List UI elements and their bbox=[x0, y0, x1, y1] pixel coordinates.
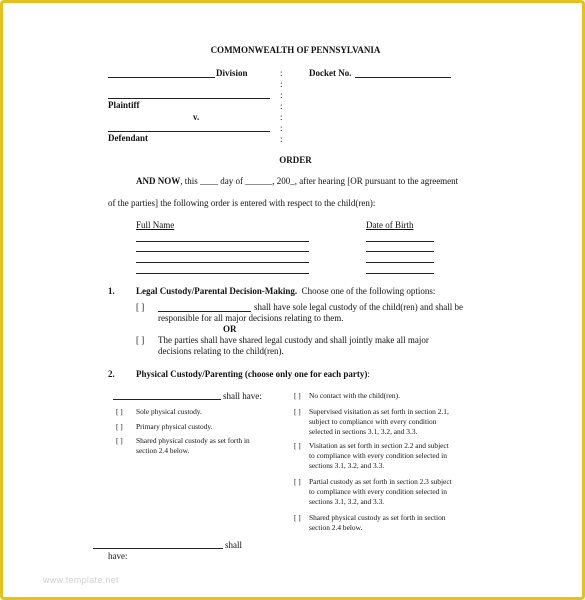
section2-bottom-have: have: bbox=[108, 551, 128, 561]
section1-option1-line2: responsible for all major decisions relating to them. bbox=[158, 313, 344, 323]
docket-blank-line[interactable] bbox=[355, 77, 451, 78]
left-option-text: section 2.4 below. bbox=[136, 446, 190, 455]
right-option-text: Partial custody as set forth in section 2.3 subject bbox=[309, 477, 452, 486]
section2-shall-have: shall have: bbox=[223, 391, 262, 401]
left-option-text: Shared physical custody as set forth in bbox=[136, 436, 250, 445]
left-option-text: Sole physical custody. bbox=[136, 407, 202, 416]
section2-heading-bold: Physical Custody/Parenting bbox=[136, 369, 243, 379]
caption-colon: : bbox=[280, 79, 283, 89]
right-option-checkbox[interactable]: [ ] bbox=[294, 407, 301, 416]
plaintiff-blank-line[interactable] bbox=[108, 98, 270, 99]
section1-or-label: OR bbox=[223, 324, 237, 334]
dob-header: Date of Birth bbox=[366, 220, 414, 230]
section1-option1-blank[interactable] bbox=[158, 311, 251, 312]
section2-heading-end: : bbox=[367, 369, 370, 379]
section2-bottom-shall: shall bbox=[225, 540, 242, 550]
child-dob-line[interactable] bbox=[366, 262, 434, 263]
child-dob-line[interactable] bbox=[366, 251, 434, 252]
court-title: COMMONWEALTH OF PENNSYLVANIA bbox=[210, 45, 381, 55]
section1-option1-line1: shall have sole legal custody of the child(ren) and shall be bbox=[254, 302, 463, 312]
section1-option2-checkbox[interactable]: [ ] bbox=[136, 335, 145, 345]
child-name-line[interactable] bbox=[136, 251, 309, 252]
caption-colon: : bbox=[280, 101, 283, 111]
order-text: , this ____ day of ______, 200_, after hearing [OR pursuant to the agreement bbox=[180, 176, 459, 186]
right-option-text: Visitation as set forth in section 2.2 and subject bbox=[309, 441, 449, 450]
full-name-header: Full Name bbox=[136, 220, 175, 230]
section1-heading-bold: Legal Custody/Parental Decision-Making. bbox=[136, 286, 298, 296]
caption-colon: : bbox=[280, 123, 283, 133]
child-name-line[interactable] bbox=[136, 262, 309, 263]
caption-colon: : bbox=[280, 90, 283, 100]
right-option-text: sections 3.1, 3.2, and 3.3. bbox=[309, 497, 385, 506]
section1-heading-rest: Choose one of the following options: bbox=[301, 286, 436, 296]
order-paragraph-line2: of the parties] the following order is entered with respect to the child(ren): bbox=[108, 198, 376, 208]
right-option-text: to compliance with every condition selected in bbox=[309, 451, 447, 460]
plaintiff-label: Plaintiff bbox=[108, 100, 140, 110]
order-lead: AND NOW bbox=[136, 176, 181, 186]
section2-heading-rest: (choose only one for each party) bbox=[244, 369, 368, 379]
caption-colon: : bbox=[280, 68, 283, 78]
right-option-text: Shared physical custody as set forth in section bbox=[309, 513, 446, 522]
child-name-line[interactable] bbox=[136, 241, 309, 242]
child-dob-line[interactable] bbox=[366, 241, 434, 242]
division-blank-line[interactable] bbox=[108, 77, 215, 78]
right-option-checkbox[interactable]: [ ] bbox=[294, 441, 301, 450]
left-option-checkbox[interactable]: [ ] bbox=[116, 436, 123, 445]
right-option-text: sections 3.1, 3.2, and 3.3. bbox=[309, 461, 385, 470]
division-label: Division bbox=[216, 68, 248, 78]
right-option-text: No contact with the child(ren). bbox=[309, 391, 400, 400]
right-option-text: section 2.4 below. bbox=[309, 523, 363, 532]
caption-colon: : bbox=[280, 112, 283, 122]
right-option-text: subject to compliance with every condition bbox=[309, 417, 437, 426]
left-option-checkbox[interactable]: [ ] bbox=[116, 407, 123, 416]
left-option-text: Primary physical custody. bbox=[136, 422, 213, 431]
right-option-text: to compliance with every condition selected in bbox=[309, 487, 447, 496]
section2-heading bbox=[136, 369, 370, 379]
section2-number: 2. bbox=[108, 369, 115, 379]
section1-number: 1. bbox=[108, 286, 115, 296]
section1-option2-line1: The parties shall have shared legal custody and shall jointly make all major bbox=[158, 335, 429, 345]
caption-colon: : bbox=[280, 134, 283, 144]
versus-label: v. bbox=[193, 112, 200, 122]
right-option-checkbox[interactable]: [ ] bbox=[294, 513, 301, 522]
section1-heading bbox=[136, 286, 435, 296]
defendant-label: Defendant bbox=[108, 133, 148, 143]
child-name-line[interactable] bbox=[136, 273, 309, 274]
section2-party-blank[interactable] bbox=[113, 399, 221, 400]
section1-option1-checkbox[interactable]: [ ] bbox=[136, 302, 145, 312]
right-option-text: selected in sections 3.1, 3.2, and 3.3. bbox=[309, 427, 418, 436]
section1-option2-line2: decisions relating to the child(ren). bbox=[158, 346, 284, 356]
docket-label: Docket No. bbox=[309, 68, 352, 78]
right-option-checkbox[interactable]: [ ] bbox=[294, 477, 301, 486]
order-paragraph-line1 bbox=[136, 176, 458, 186]
right-option-text: Supervised visitation as set forth in section 2.1, bbox=[309, 407, 449, 416]
child-dob-line[interactable] bbox=[366, 273, 434, 274]
section2-second-party-blank[interactable] bbox=[93, 548, 223, 549]
order-title: ORDER bbox=[279, 155, 312, 165]
right-option-checkbox[interactable]: [ ] bbox=[294, 391, 301, 400]
left-option-checkbox[interactable]: [ ] bbox=[116, 422, 123, 431]
defendant-blank-line[interactable] bbox=[108, 131, 270, 132]
watermark-text: www.template.net bbox=[43, 575, 119, 585]
